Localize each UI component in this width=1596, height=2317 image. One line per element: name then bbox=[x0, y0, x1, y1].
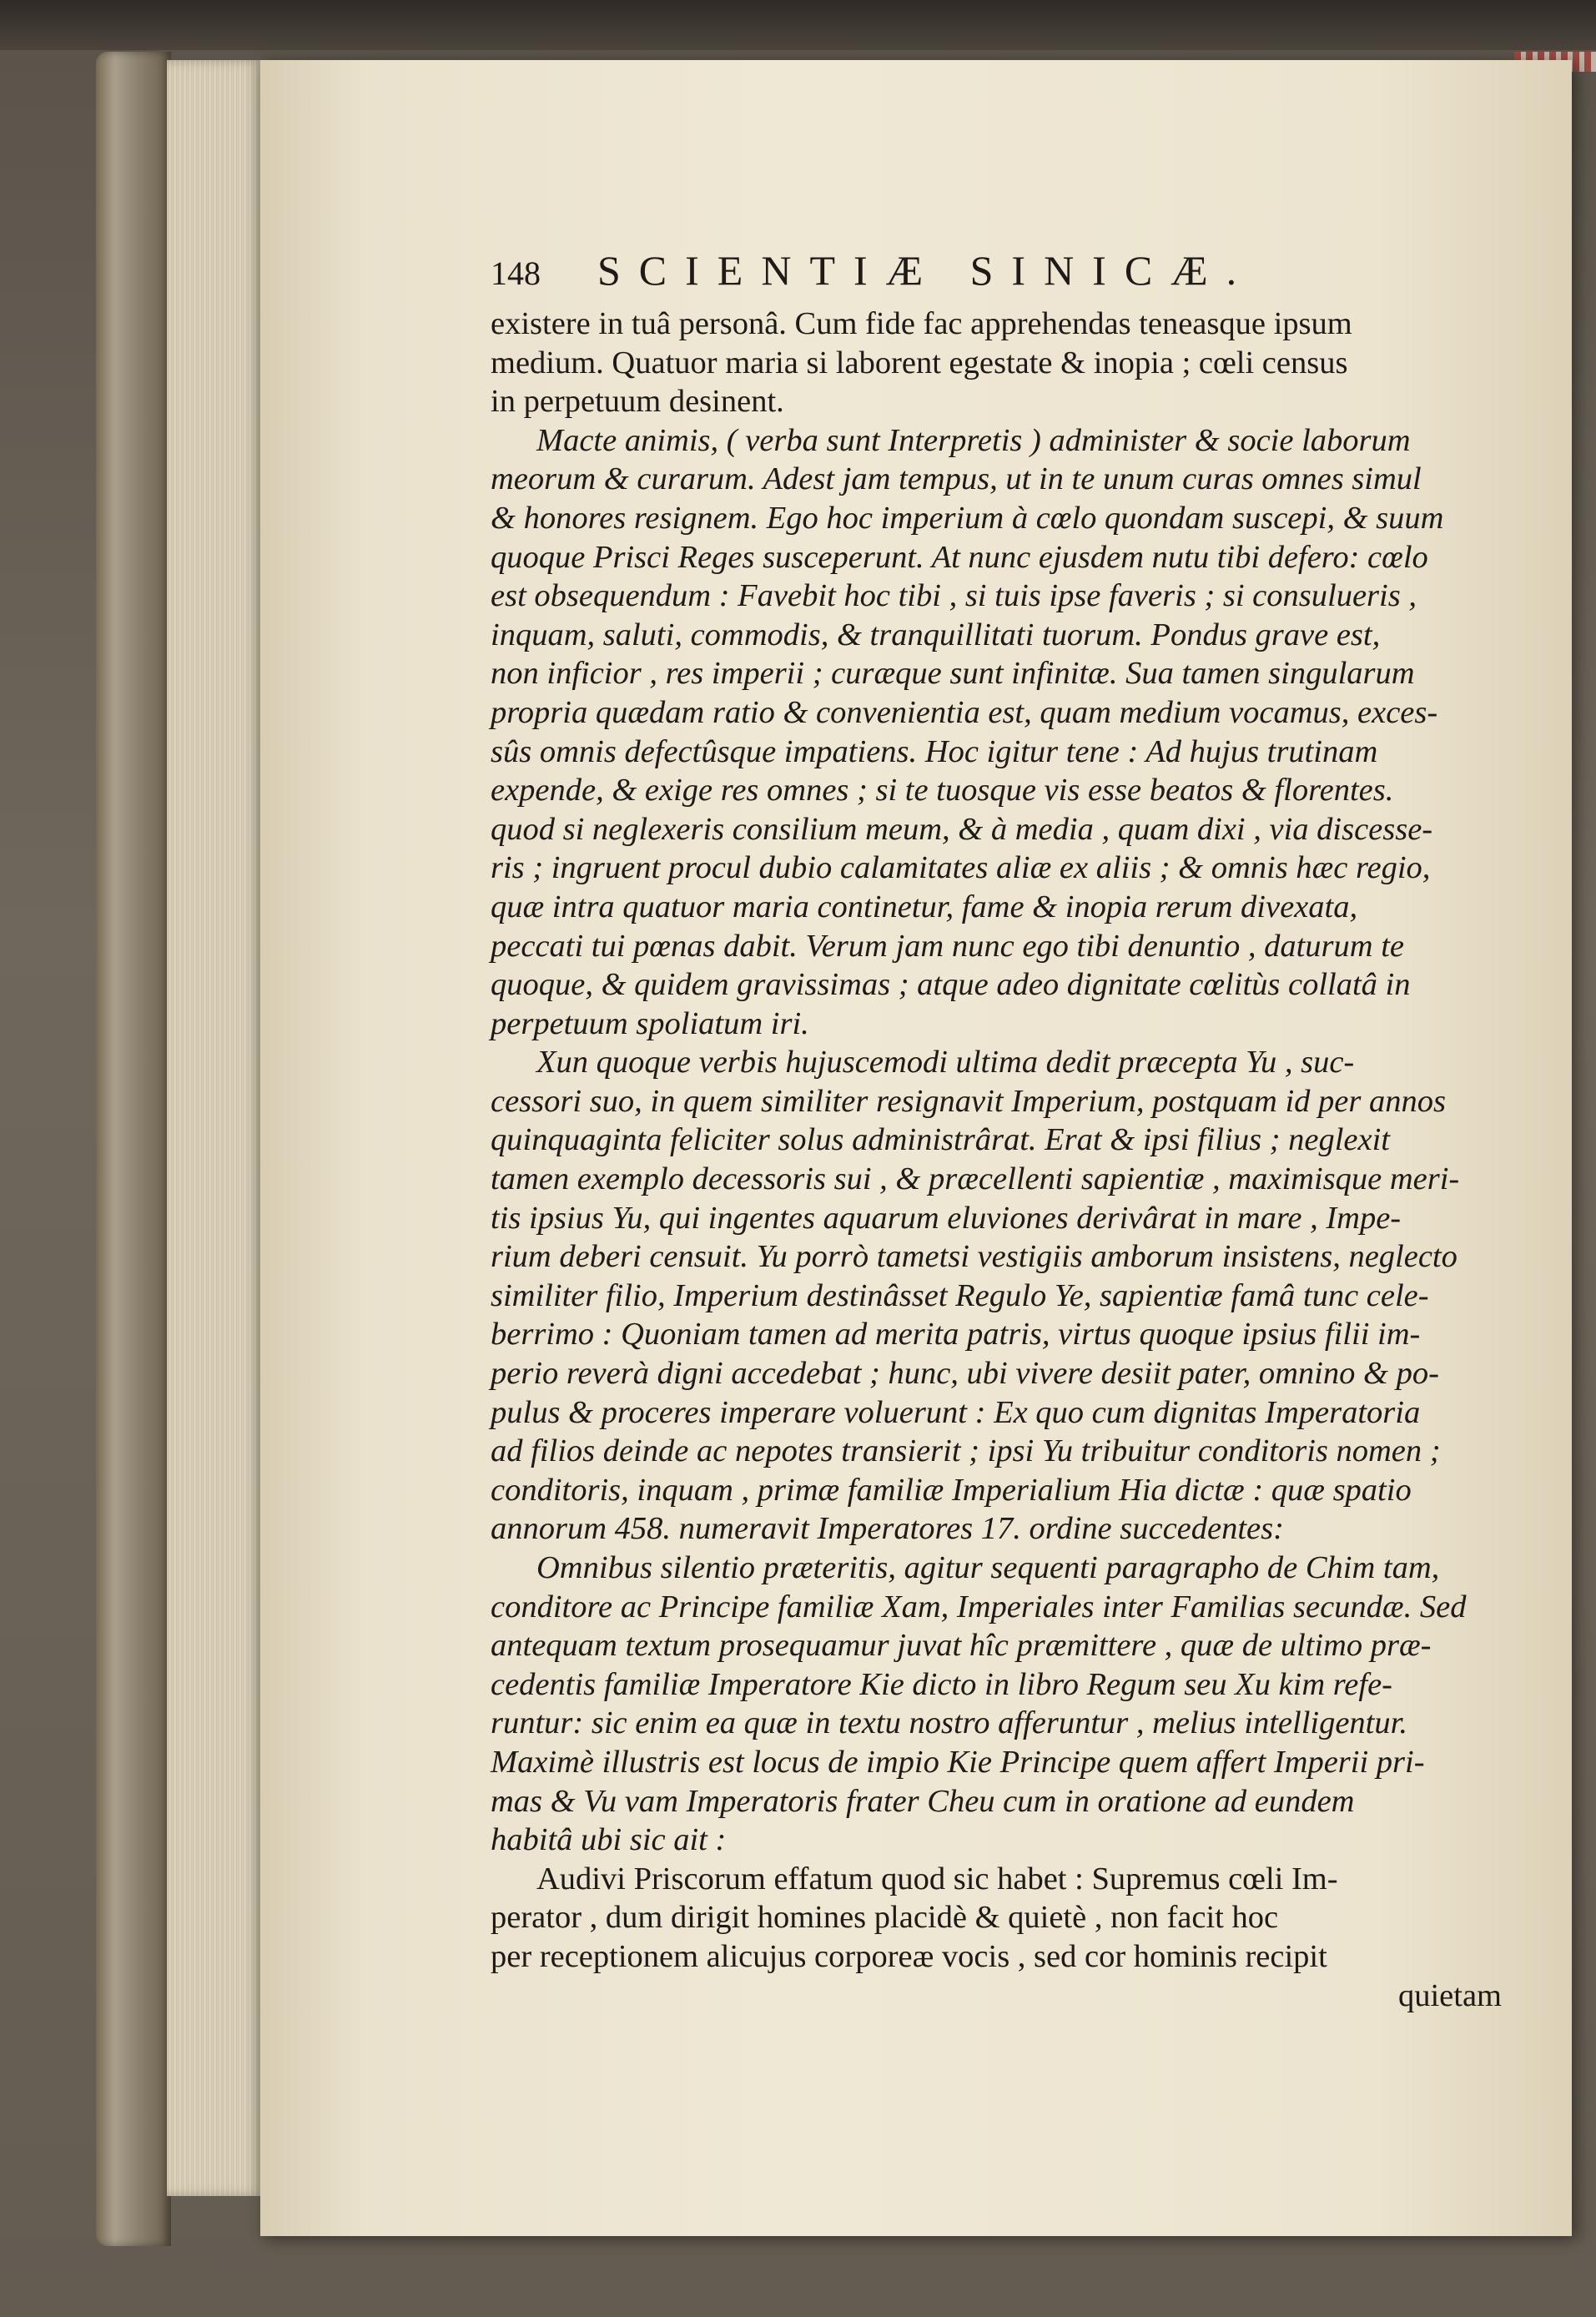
book-binding bbox=[96, 52, 171, 2246]
text-line: ris ; ingruent procul dubio calamitates aliæ ex aliis ; & omnis hæc regio, bbox=[491, 850, 1431, 886]
text-line: peccati tui pœnas dabit. Verum jam nunc ego tibi denuntio , daturum te bbox=[491, 928, 1404, 964]
text-line: tamen exemplo decessoris sui , & præcellenti sapientiæ , maximisque meri- bbox=[491, 1161, 1460, 1197]
text-line: in perpetuum desinent. bbox=[491, 384, 784, 420]
text-line: Audivi Priscorum effatum quod sic habet : Supremus cœli Im- bbox=[536, 1861, 1338, 1896]
text-line: antequam textum prosequamur juvat hîc præmittere , quæ de ultimo præ- bbox=[491, 1628, 1432, 1664]
text-line: expende, & exige res omnes ; si te tuosque vis esse beatos & florentes. bbox=[491, 773, 1394, 808]
text-line: quoque, & quidem gravissimas ; atque adeo dignitate cœlitùs collatâ in bbox=[491, 967, 1411, 1003]
text-line: Xun quoque verbis hujuscemodi ultima dedit præcepta Yu , suc- bbox=[536, 1045, 1355, 1080]
text-line: ad filios deinde ac nepotes transierit ; ipsi Yu tribuitur conditoris nomen ; bbox=[491, 1433, 1441, 1469]
text-line: pulus & proceres imperare voluerunt : Ex quo cum dignitas Imperatoria bbox=[491, 1394, 1421, 1430]
text-line: & honores resignem. Ego hoc imperium à cœlo quondam suscepi, & suum bbox=[491, 500, 1444, 536]
page-text bbox=[491, 246, 1502, 2015]
paragraph-1 bbox=[491, 305, 1502, 421]
text-line: similiter filio, Imperium destinâsset Regulo Ye, sapientiæ famâ tunc cele- bbox=[491, 1277, 1429, 1313]
text-line: perio reverà digni accedebat ; hunc, ubi vivere desiit pater, omnino & po- bbox=[491, 1356, 1439, 1392]
paragraph-4 bbox=[491, 1549, 1502, 1860]
text-line: existere in tuâ personâ. Cum fide fac apprehendas teneasque ipsum bbox=[491, 306, 1352, 341]
text-line: inquam, saluti, commodis, & tranquillitati tuorum. Pondus grave est, bbox=[491, 617, 1381, 652]
text-line: conditore ac Principe familiæ Xam, Imperiales inter Familias secundæ. Sed bbox=[491, 1589, 1467, 1624]
page-number: 148 bbox=[491, 254, 541, 292]
text-line: meorum & curarum. Adest jam tempus, ut in te unum curas omnes simul bbox=[491, 461, 1422, 497]
text-line: est obsequendum : Favebit hoc tibi , si tuis ipse faveris ; si consulueris , bbox=[491, 578, 1417, 614]
paragraph-2 bbox=[491, 421, 1502, 1044]
text-line: perator , dum dirigit homines placidè & quietè , non facit hoc bbox=[491, 1900, 1279, 1936]
text-line: quinquaginta feliciter solus administrârat. Erat & ipsi filius ; neglexit bbox=[491, 1122, 1390, 1158]
paragraph-3 bbox=[491, 1043, 1502, 1549]
scan-top-shadow bbox=[0, 0, 1596, 50]
text-line: quæ intra quatuor maria continetur, fame & inopia rerum divexata, bbox=[491, 889, 1358, 924]
text-line: habitâ ubi sic ait : bbox=[491, 1822, 727, 1858]
text-line: conditoris, inquam , primæ familiæ Imperialium Hia dictæ : quæ spatio bbox=[491, 1472, 1412, 1508]
text-line: sûs omnis defectûsque impatiens. Hoc igitur tene : Ad hujus trutinam bbox=[491, 733, 1378, 769]
page-header bbox=[491, 246, 1502, 305]
catchword: quietam bbox=[1397, 1977, 1502, 2013]
text-line: Macte animis, ( verba sunt Interpretis ) administer & socie laborum bbox=[536, 422, 1411, 458]
text-line: quod si neglexeris consilium meum, & à media , quam dixi , via discesse- bbox=[491, 811, 1433, 847]
text-line: annorum 458. numeravit Imperatores 17. ordine succedentes: bbox=[491, 1511, 1284, 1547]
running-title: SCIENTIÆ SINICÆ. bbox=[597, 247, 1256, 294]
text-line: quoque Prisci Reges susceperunt. At nunc ejusdem nutu tibi defero: cœlo bbox=[491, 539, 1428, 575]
text-line: perpetuum spoliatum iri. bbox=[491, 1005, 809, 1041]
text-line: cedentis familiæ Imperatore Kie dicto in libro Regum seu Xu kim refe- bbox=[491, 1666, 1392, 1702]
text-line: runtur: sic enim ea quæ in textu nostro afferuntur , melius intelligentur. bbox=[491, 1705, 1407, 1741]
text-line: propria quædam ratio & convenientia est, quam medium vocamus, exces- bbox=[491, 694, 1438, 730]
text-line: Omnibus silentio præteritis, agitur sequenti paragrapho de Chim tam, bbox=[536, 1550, 1440, 1585]
text-line: rium deberi censuit. Yu porrò tametsi vestigiis amborum insistens, neglecto bbox=[491, 1239, 1458, 1275]
text-line: Maximè illustris est locus de impio Kie Principe quem affert Imperii pri- bbox=[491, 1744, 1425, 1780]
text-line: tis ipsius Yu, qui ingentes aquarum eluviones derivârat in mare , Impe- bbox=[491, 1200, 1402, 1236]
text-line: mas & Vu vam Imperatoris frater Cheu cum in oratione ad eundem bbox=[491, 1783, 1355, 1819]
page-edges bbox=[167, 60, 263, 2196]
text-line: non inficior , res imperii ; curæque sunt infinitæ. Sua tamen singularum bbox=[491, 656, 1415, 692]
text-line: cessori suo, in quem similiter resignavit Imperium, postquam id per annos bbox=[491, 1083, 1446, 1119]
paragraph-5 bbox=[491, 1860, 1502, 1977]
text-line: berrimo : Quoniam tamen ad merita patris, virtus quoque ipsius filii im- bbox=[491, 1317, 1421, 1352]
text-line: medium. Quatuor maria si laborent egestate & inopia ; cœli census bbox=[491, 345, 1348, 380]
text-line: per receptionem alicujus corporeæ vocis , sed cor hominis recipit bbox=[491, 1938, 1327, 1974]
